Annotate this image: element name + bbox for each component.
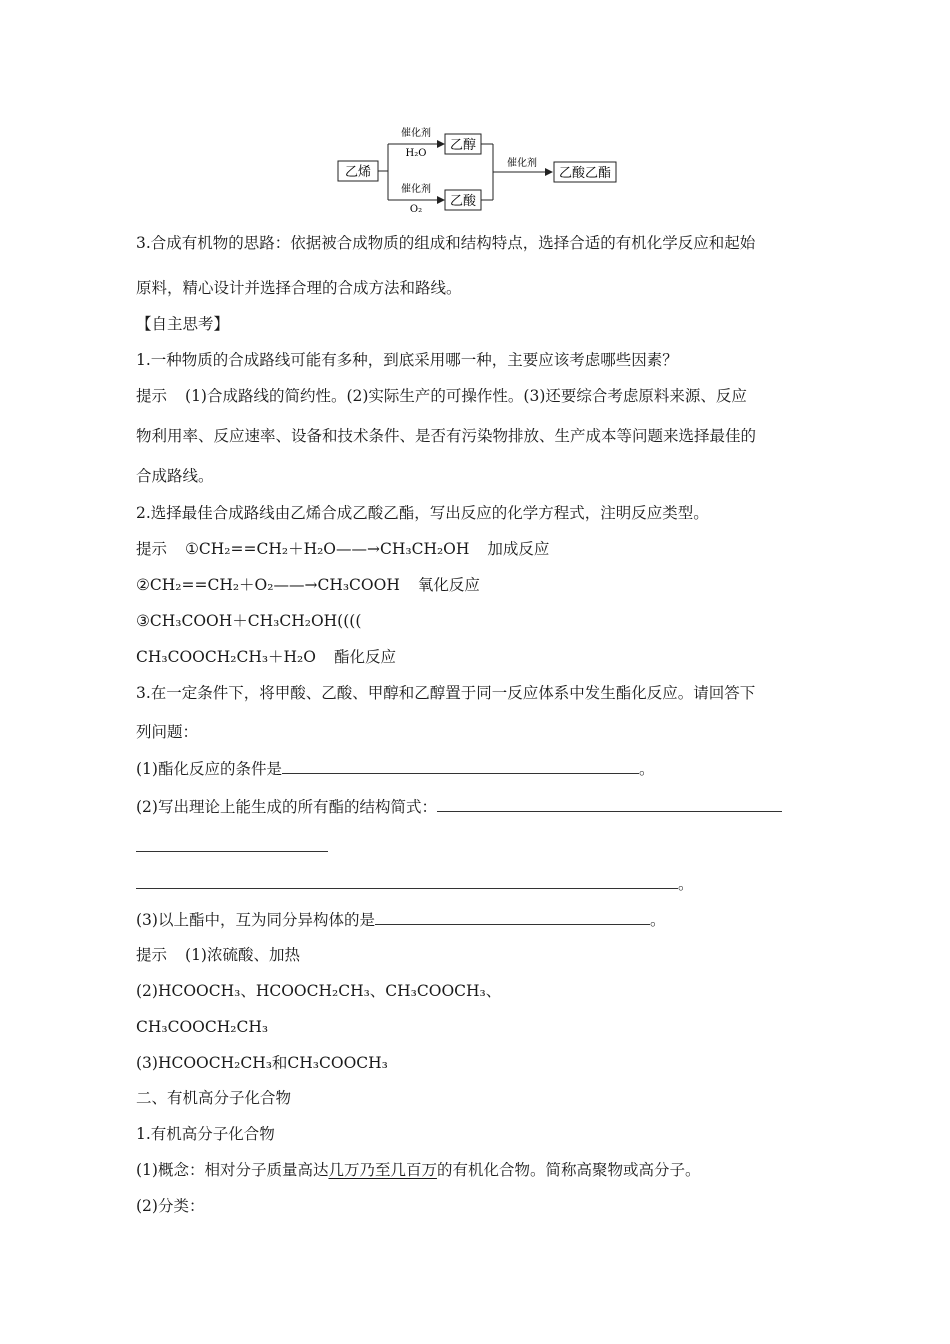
question-1-hint-line3: 合成路线。: [136, 467, 214, 485]
equation-1-formula: ①CH₂==CH₂＋H₂O——→CH₃CH₂OH: [185, 540, 470, 558]
concept-line: [136, 1160, 701, 1180]
question-3-2: [136, 797, 782, 817]
merge-condition-catalyst: 催化剂: [507, 158, 537, 169]
equation-3-type: 酯化反应: [333, 648, 396, 666]
equation-2-formula: ②CH₂==CH₂＋O₂——→CH₃COOH: [136, 576, 400, 594]
hint-label: 提示: [136, 540, 168, 558]
period: 。: [649, 911, 666, 929]
hint-label: 提示: [136, 946, 168, 964]
synthesis-route-diagram: [330, 118, 630, 218]
question-3-1-text: (1)酯化反应的条件是: [136, 760, 282, 778]
question-2: 2.选择最佳合成路线由乙烯合成乙酸乙酯，写出反应的化学方程式，注明反应类型。: [136, 504, 709, 522]
upper-condition-catalyst: 催化剂: [401, 128, 431, 139]
question-1: 1.一种物质的合成路线可能有多种，到底采用哪一种，主要应该考虑哪些因素？: [136, 351, 678, 369]
classification-line: (2)分类：: [136, 1197, 205, 1215]
lower-condition-oxygen: O₂: [409, 204, 423, 215]
question-3-3: [136, 910, 665, 930]
answer-blank-3[interactable]: [375, 910, 650, 925]
answer-blank-1[interactable]: [282, 759, 639, 774]
equation-3: ③CH₃COOH＋CH₃CH₂OH((((: [136, 612, 362, 630]
equation-2: [136, 575, 480, 595]
node-acetic-acid-label: 乙酸: [449, 194, 477, 209]
concept-underlined: 几万乃至几百万: [328, 1161, 437, 1179]
question-3-hint-2-continued: CH₃COOCH₂CH₃: [136, 1018, 269, 1036]
section-2-heading: 二、有机高分子化合物: [136, 1089, 292, 1107]
node-ethyl-acetate-label: 乙酸乙酯: [558, 166, 612, 181]
equation-3-products: [136, 647, 396, 667]
node-ethylene-label: 乙烯: [344, 165, 372, 180]
equation-2-type: 氧化反应: [417, 576, 480, 594]
node-ethanol-label: 乙醇: [449, 138, 477, 153]
self-think-heading: 【自主思考】: [136, 315, 230, 333]
answer-blank-2b[interactable]: [136, 851, 328, 852]
equation-3-products-formula: CH₃COOCH₂CH₃＋H₂O: [136, 648, 316, 666]
question-3-2-continued: [136, 874, 694, 894]
question-3-3-text: (3)以上酯中，互为同分异构体的是: [136, 911, 375, 929]
answer-blank-2c[interactable]: [136, 874, 678, 889]
answer-blank-2a[interactable]: [437, 797, 782, 812]
period: 。: [638, 760, 655, 778]
question-3-hint-3: (3)HCOOCH₂CH₃和CH₃COOCH₃: [136, 1054, 388, 1072]
upper-condition-water: H₂O: [405, 148, 427, 159]
hint-label: 提示: [136, 387, 168, 405]
concept-suffix: 的有机化合物。简称高聚物或高分子。: [436, 1161, 701, 1179]
concept-prefix: (1)概念：相对分子质量高达: [136, 1161, 329, 1179]
equation-1: [136, 539, 549, 559]
period: 。: [678, 875, 694, 893]
question-3-line2: 列问题：: [136, 723, 199, 741]
question-1-hint-line2: 物利用率、反应速率、设备和技术条件、是否有污染物排放、生产成本等问题来选择最佳的: [136, 427, 757, 445]
question-3-hint-2: (2)HCOOCH₃、HCOOCH₂CH₃、CH₃COOCH₃、: [136, 982, 502, 1000]
section-2-1-heading: 1.有机高分子化合物: [136, 1125, 275, 1143]
question-3-hint-1: [136, 945, 300, 965]
hint-text: (1)合成路线的简约性。(2)实际生产的可操作性。(3)还要综合考虑原料来源、反应: [185, 387, 747, 405]
question-3-line1: 3.在一定条件下，将甲酸、乙酸、甲醇和乙醇置于同一反应体系中发生酯化反应。请回答下: [136, 684, 756, 702]
hint-text: (1)浓硫酸、加热: [185, 946, 300, 964]
question-3-2-text: (2)写出理论上能生成的所有酯的结构简式：: [136, 798, 437, 816]
lower-condition-catalyst: 催化剂: [401, 184, 431, 195]
equation-1-type: 加成反应: [487, 540, 550, 558]
question-3-1: [136, 759, 654, 779]
question-1-hint-line1: [136, 386, 747, 406]
synthesis-idea-line1: 3.合成有机物的思路：依据被合成物质的组成和结构特点，选择合适的有机化学反应和起始: [136, 234, 756, 252]
synthesis-idea-line2: 原料，精心设计并选择合理的合成方法和路线。: [136, 279, 462, 297]
